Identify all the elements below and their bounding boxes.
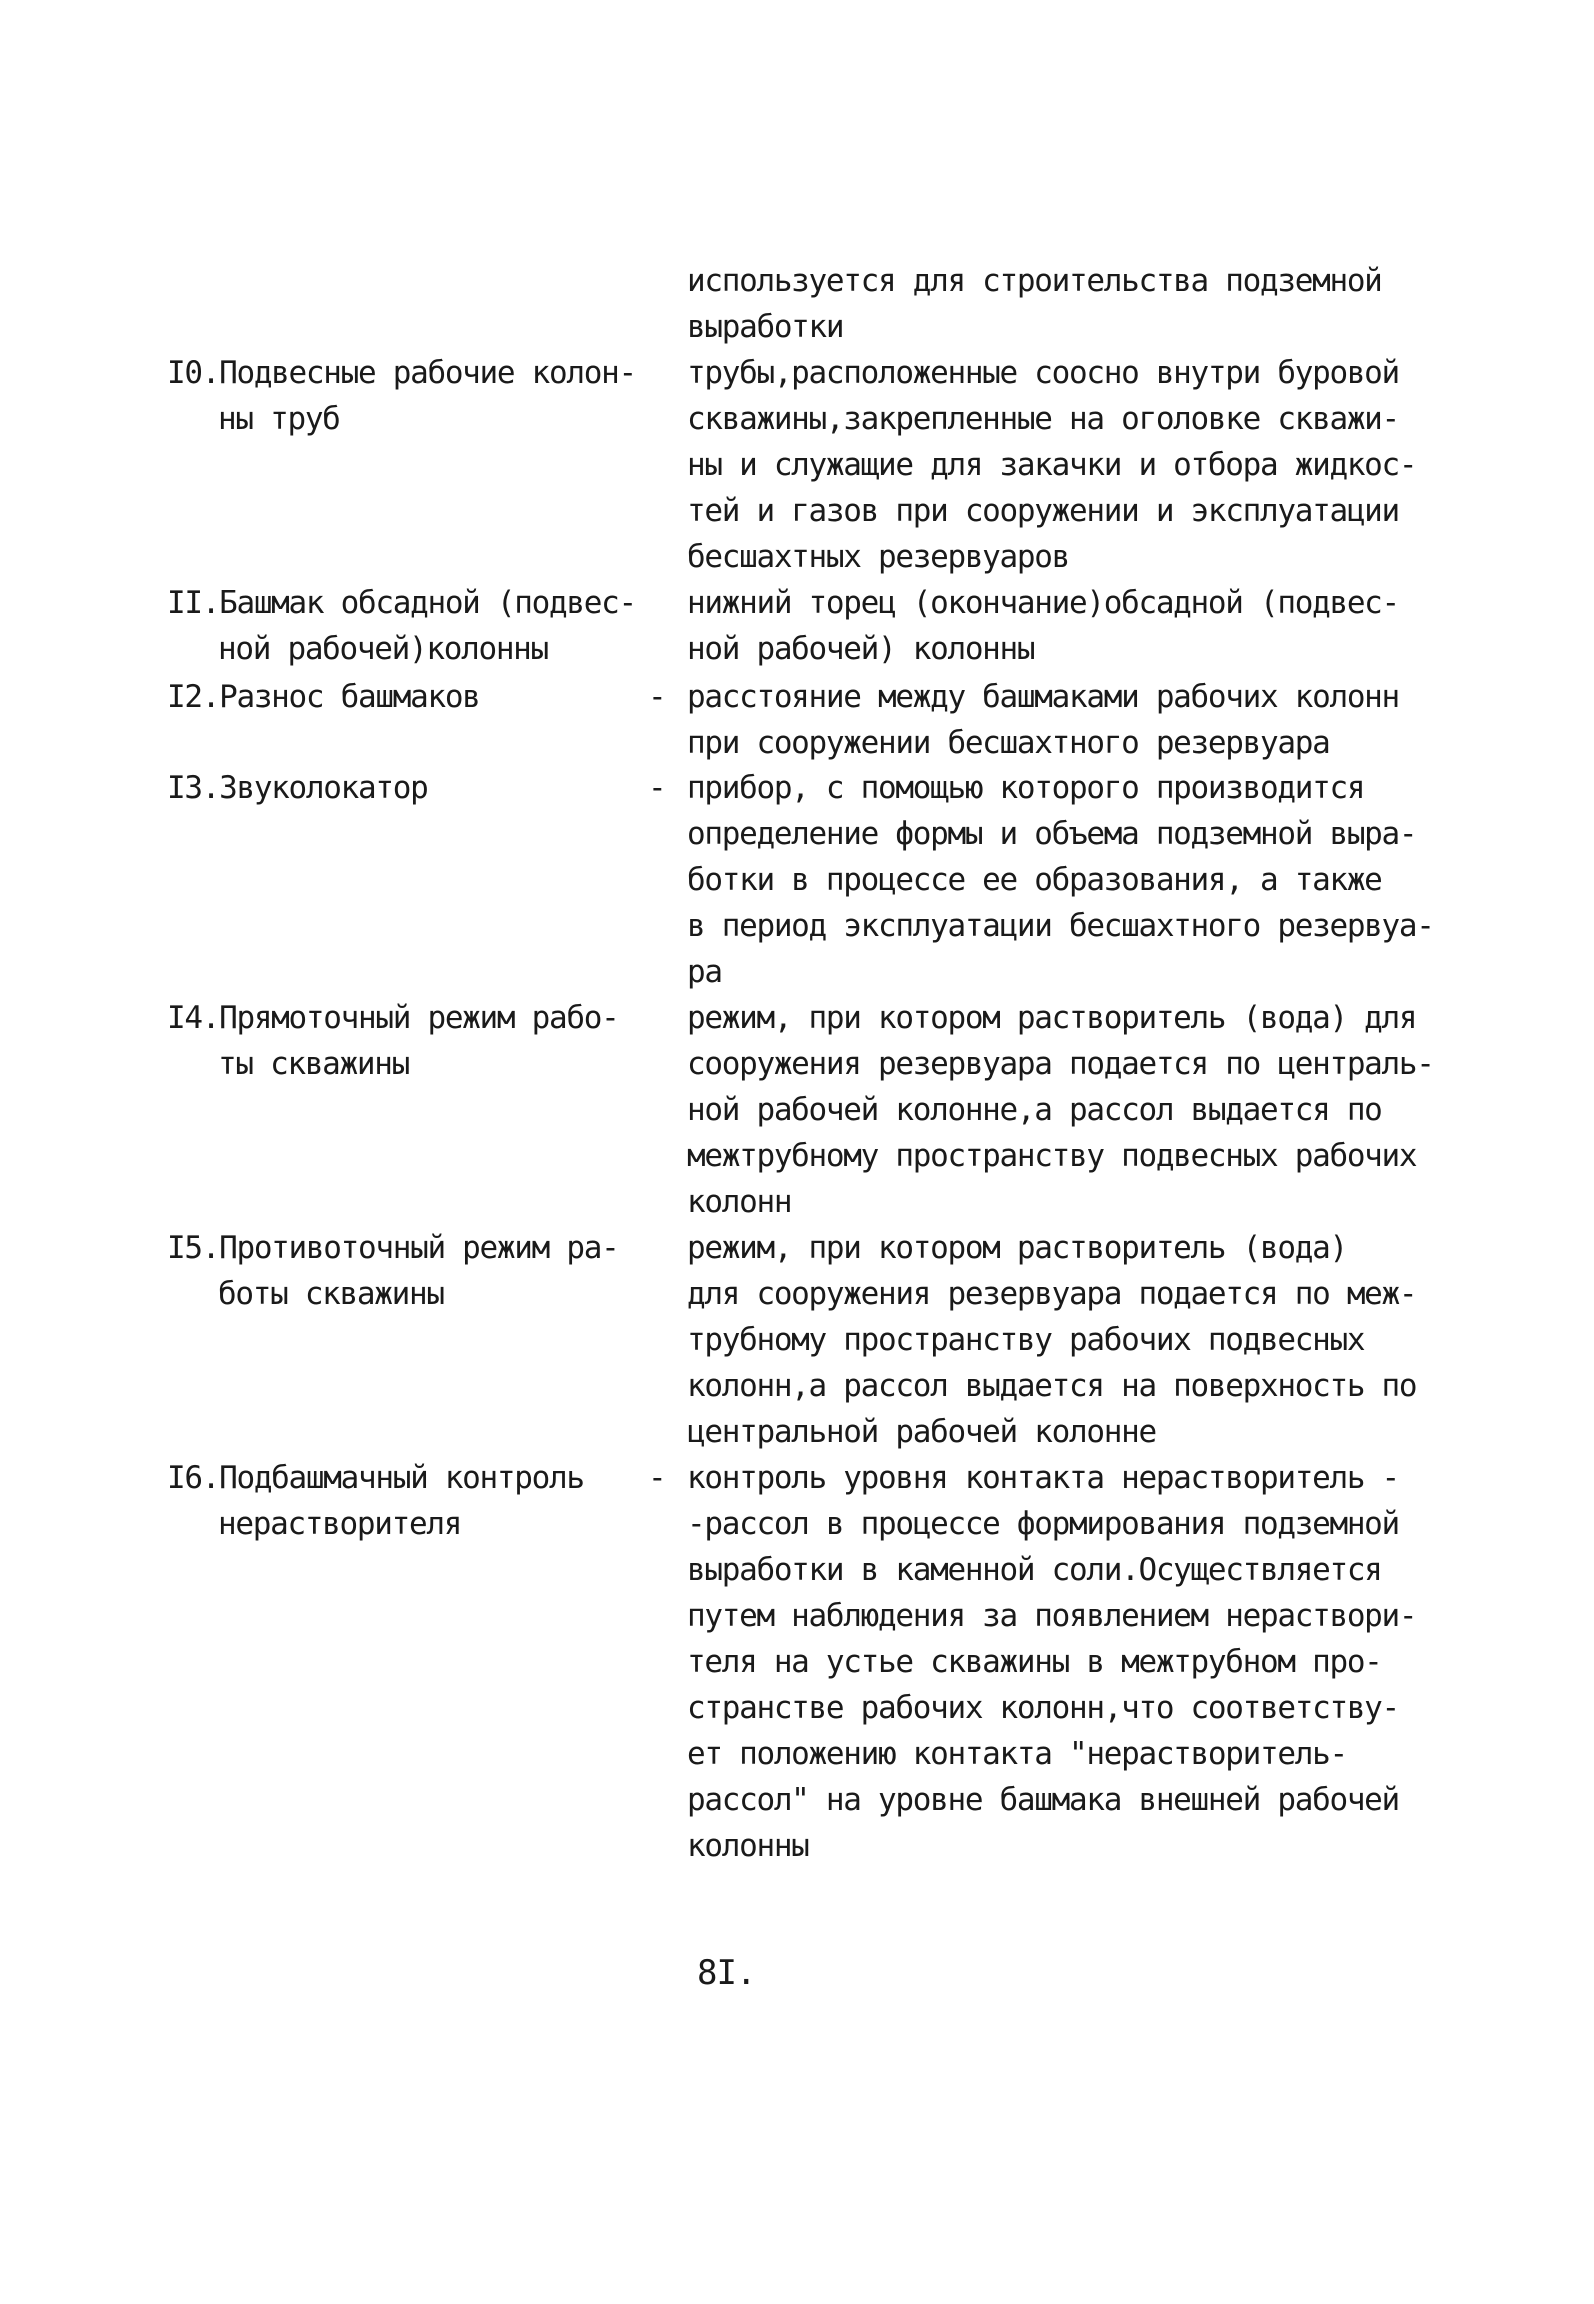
definition-line: теля на устье скважины в межтрубном про- [687,1644,1382,1680]
definition-line: рассол" на уровне башмака внешней рабочей [687,1782,1399,1818]
definition-line: определение формы и объема подземной выра- [687,816,1417,852]
definition-line: трубы,расположенные соосно внутри буровой [687,355,1399,391]
definition-line: бесшахтных резервуаров [687,539,1069,575]
definition-line: ет положению контакта "нерастворитель- [687,1736,1347,1772]
definition-line: скважины,закрепленные на оголовке скважи- [687,401,1399,437]
definition-line: режим, при котором растворитель (вода) для [687,1000,1417,1036]
definition-line: в период эксплуатации бесшахтного резервуа- [687,908,1434,944]
term-line: боты скважины [218,1276,444,1312]
definition-line: тей и газов при сооружении и эксплуатации [687,493,1399,529]
definition-line: при сооружении бесшахтного резервуара [687,725,1330,761]
intro-line: используется для строительства подземной [687,263,1382,299]
term-dash: - [648,679,667,715]
definition-line: ной рабочей колонне,а рассол выдается по [687,1092,1382,1128]
term-line: I5.Противоточный режим ра- [167,1230,619,1266]
term-line: II.Башмак обсадной (подвес- [167,585,636,621]
definition-line: ны и служащие для закачки и отбора жидкос- [687,447,1417,483]
definition-line: колонн [687,1184,792,1220]
term-line: ты скважины [218,1046,409,1082]
definition-line: -рассол в процессе формирования подземной [687,1506,1399,1542]
definition-line: ной рабочей) колонны [687,631,1035,667]
definition-line: межтрубному пространству подвесных рабочих [687,1138,1417,1174]
definition-line: режим, при котором растворитель (вода) [687,1230,1347,1266]
definition-line: ра [687,954,722,990]
definition-line: контроль уровня контакта нерастворитель - [687,1460,1399,1496]
definition-line: прибор, с помощью которого производится [687,770,1365,806]
definition-line: колонны [687,1828,809,1864]
term-line: ной рабочей)колонны [218,631,548,667]
definition-line: странстве рабочих колонн,что соответству- [687,1690,1399,1726]
definition-line: центральной рабочей колонне [687,1414,1156,1450]
definition-line: сооружения резервуара подается по централь- [687,1046,1434,1082]
definition-line: путем наблюдения за появлением нераствори- [687,1598,1417,1634]
term-dash: - [648,770,667,806]
term-line: нерастворителя [218,1506,462,1542]
term-dash: - [648,1460,667,1496]
definition-line: нижний торец (окончание)обсадной (подвес- [687,585,1399,621]
term-line: I0.Подвесные рабочие колон- [167,355,636,391]
definition-line: колонн,а рассол выдается на поверхность по [687,1368,1417,1404]
definition-line: трубному пространству рабочих подвесных [687,1322,1365,1358]
definition-line: расстояние между башмаками рабочих колонн [687,679,1399,715]
page-number: 8I. [697,1953,756,1993]
term-line: I2.Разнос башмаков [167,679,480,715]
term-line: I4.Прямоточный режим рабо- [167,1000,619,1036]
intro-line: выработки [687,309,844,345]
definition-line: для сооружения резервуара подается по меж- [687,1276,1417,1312]
definition-line: выработки в каменной соли.Осуществляется [687,1552,1382,1588]
term-line: I6.Подбашмачный контроль [167,1460,584,1496]
definition-line: ботки в процессе ее образования, а также [687,862,1382,898]
term-line: I3.Звуколокатор [167,770,428,806]
term-line: ны труб [218,401,340,437]
